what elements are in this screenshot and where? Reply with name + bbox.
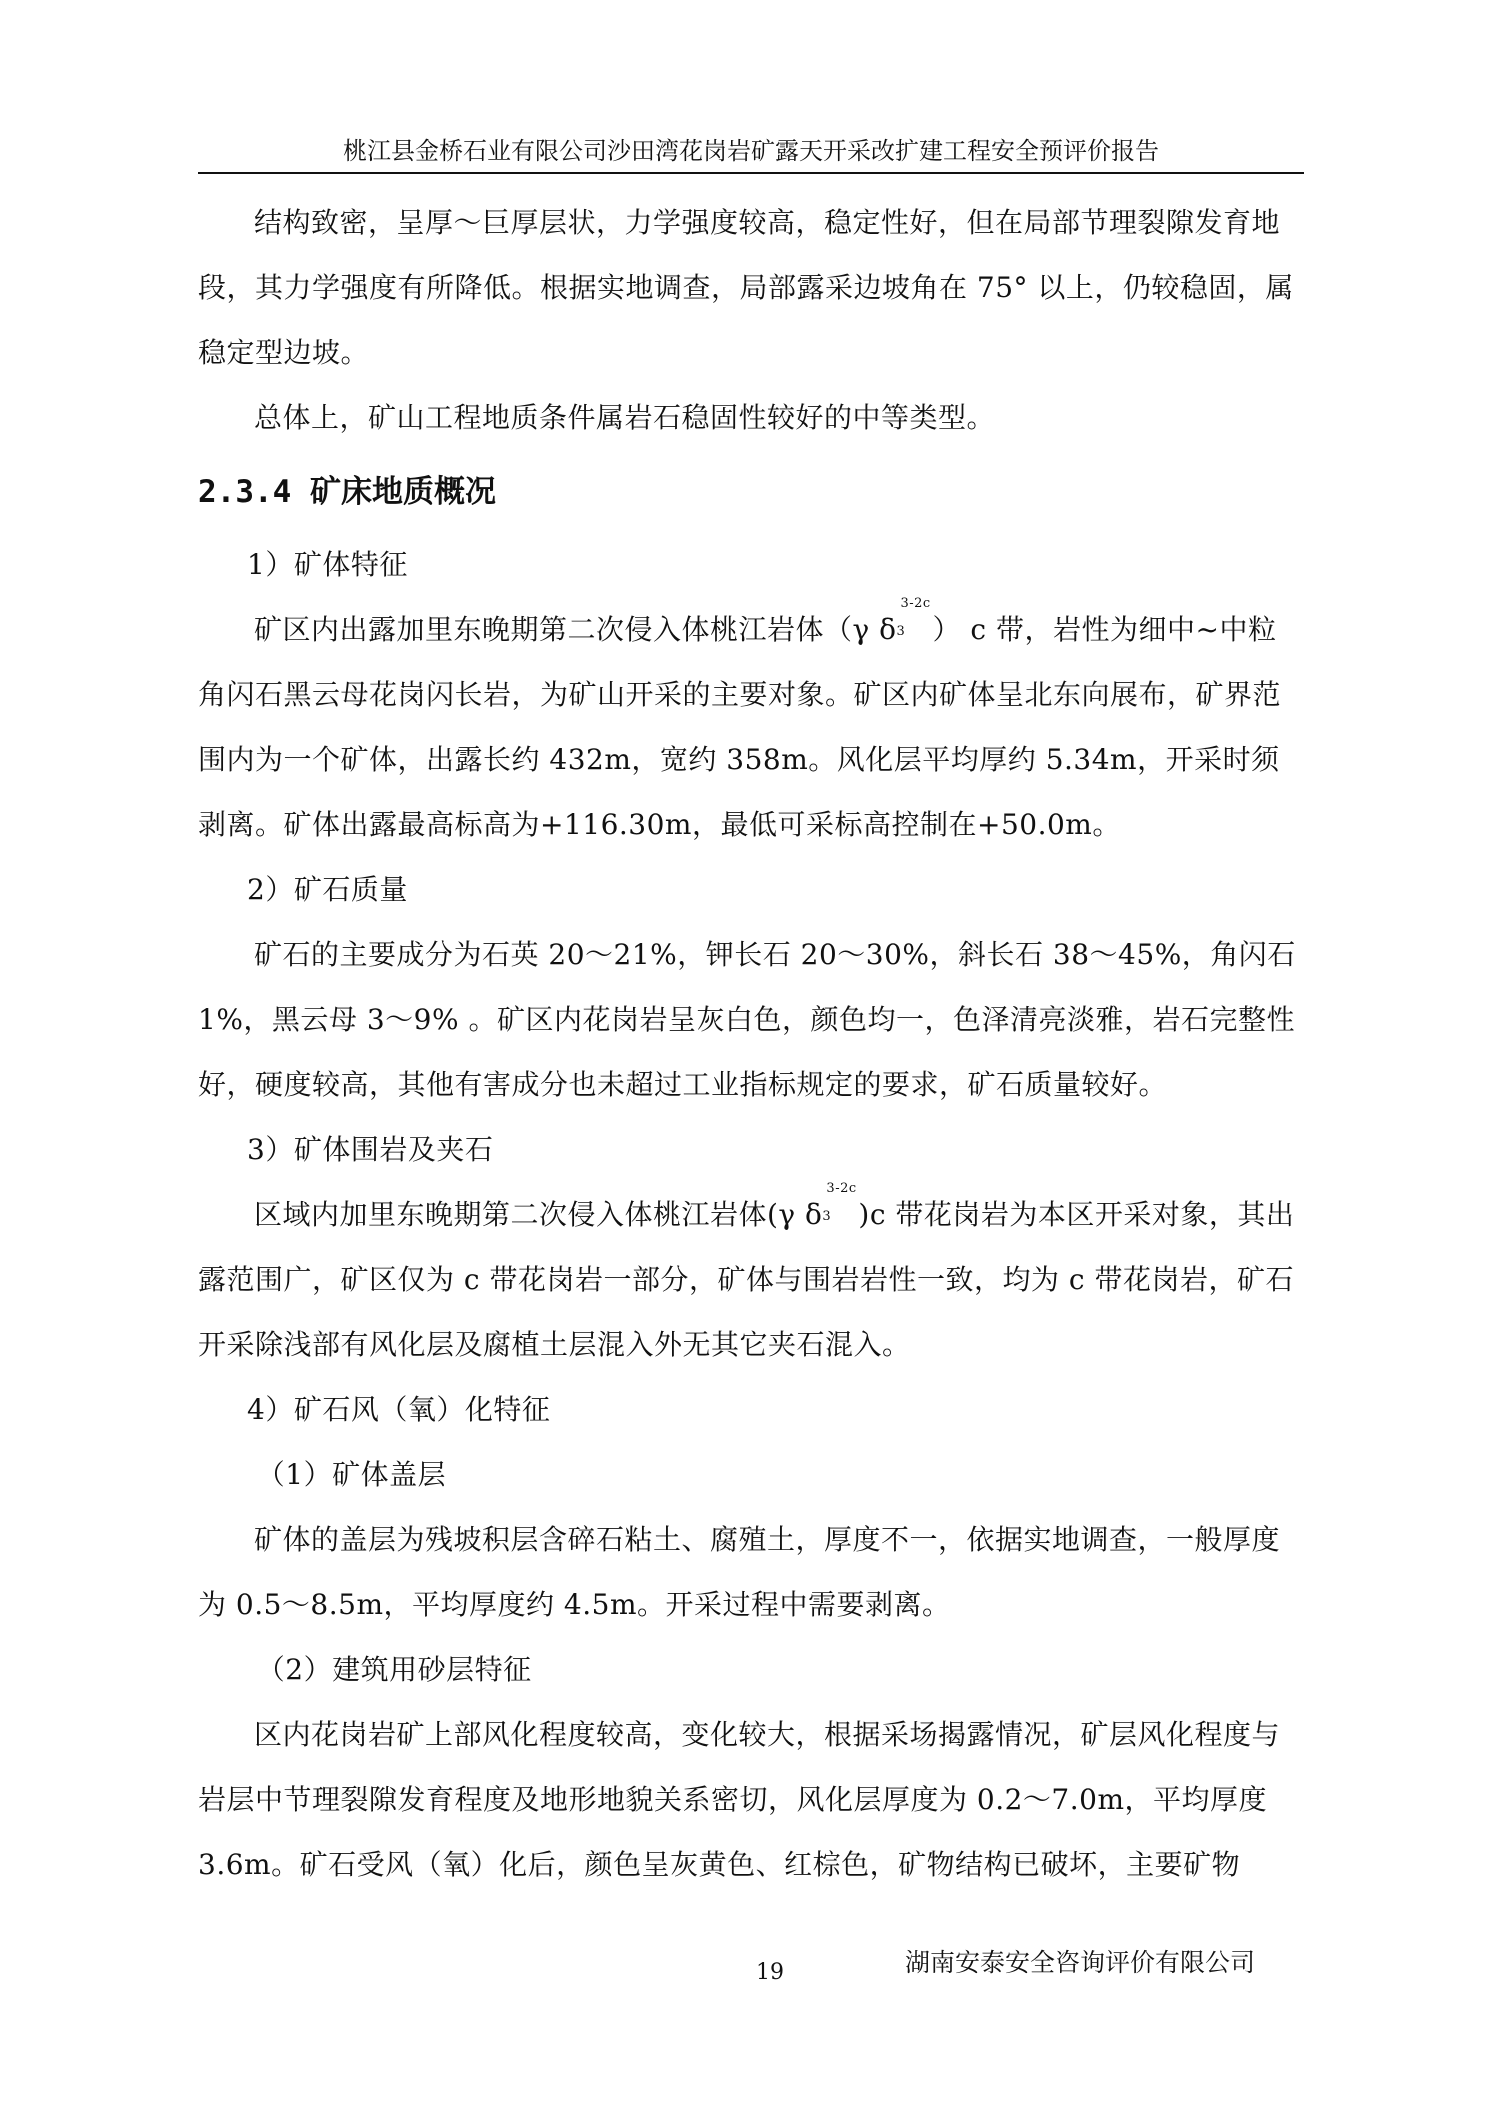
header-title: 桃江县金桥石业有限公司沙田湾花岗岩矿露天开采改扩建工程安全预评价报告 [343, 137, 1159, 165]
paragraph-ore-quality: 矿石的主要成分为石英 20～21%，钾长石 20～30%，斜长石 38～45%，角闪石 1%，黑云母 3～9% 。矿区内花岗岩呈灰白色，颜色均一，色泽清亮淡雅，岩石完整性好，硬度较高，其他有害成分也未超过工业指标规定的要求，矿石质量较好。 [198, 938, 1296, 1101]
rock-formula-sub: 3 [896, 624, 906, 639]
rock-formula-index-2 [822, 1181, 858, 1224]
subitem-cover-title: （1）矿体盖层 [256, 1458, 447, 1491]
wall-rock-text-start: 区域内加里东晚期第二次侵入体桃江岩体(γ δ [254, 1198, 823, 1231]
document-body [198, 190, 1304, 1897]
section-heading: 2.3.4 矿床地质概况 [198, 474, 496, 510]
rock-formula-sub-2: 3 [822, 1209, 832, 1224]
paragraph-ore-body [198, 597, 1304, 857]
paragraph-wall-rock [198, 1182, 1304, 1377]
page-header [198, 136, 1304, 174]
subitem-sand-layer-title: （2）建筑用砂层特征 [256, 1653, 532, 1686]
ore-body-text-start: 矿区内出露加里东晚期第二次侵入体桃江岩体（γ δ [254, 613, 897, 646]
rock-formula-index [896, 596, 933, 639]
item-ore-body-title: 1）矿体特征 [247, 548, 408, 581]
paragraph-sand-layer: 区内花岗岩矿上部风化程度较高，变化较大，根据采场揭露情况，矿层风化程度与岩层中节理裂隙发育程度及地形地貌关系密切，风化层厚度为 0.2～7.0m，平均厚度 3.6m。矿石受风（氧）化后，颜色呈灰黄色、红棕色，矿物结构已破坏，主要矿物 [198, 1718, 1281, 1881]
rock-formula-sup-2: 3-2c [826, 1181, 857, 1196]
footer-company-name: 湖南安泰安全咨询评价有限公司 [905, 1948, 1256, 1977]
item-wall-rock-title: 3）矿体围岩及夹石 [247, 1133, 494, 1166]
rock-formula-sup: 3-2c [900, 596, 931, 611]
paragraph-geology-summary: 总体上，矿山工程地质条件属岩石稳固性较好的中等类型。 [254, 401, 996, 434]
paragraph-cover-layer: 矿体的盖层为残坡积层含碎石粘土、腐殖土，厚度不一，依据实地调查，一般厚度为 0.5～8.5m，平均厚度约 4.5m。开采过程中需要剥离。 [198, 1523, 1281, 1621]
item-weathering-title: 4）矿石风（氧）化特征 [247, 1393, 551, 1426]
page-number: 19 [756, 1960, 784, 1985]
ore-body-text-end: ） c 带，岩性为细中~中粒角闪石黑云母花岗闪长岩，为矿山开采的主要对象。矿区内矿体呈北东向展布，矿界范围内为一个矿体，出露长约 432m，宽约 358m。风化层平均厚约 5.34m，开采时须剥离。矿体出露最高标高为+116.30m，最低可采标高控制在+50.0m。 [198, 613, 1282, 841]
paragraph-rock-stability: 结构致密，呈厚～巨厚层状，力学强度较高，稳定性好，但在局部节理裂隙发育地段，其力学强度有所降低。根据实地调查，局部露采边坡角在 75° 以上，仍较稳固，属稳定型边坡。 [198, 206, 1294, 369]
item-ore-quality-title: 2）矿石质量 [247, 873, 408, 906]
wall-rock-text-end: )c 带花岗岩为本区开采对象，其出露范围广，矿区仅为 c 带花岗岩一部分，矿体与围岩岩性一致，均为 c 带花岗岩，矿石开采除浅部有风化层及腐植土层混入外无其它夹石混入。 [198, 1198, 1295, 1361]
